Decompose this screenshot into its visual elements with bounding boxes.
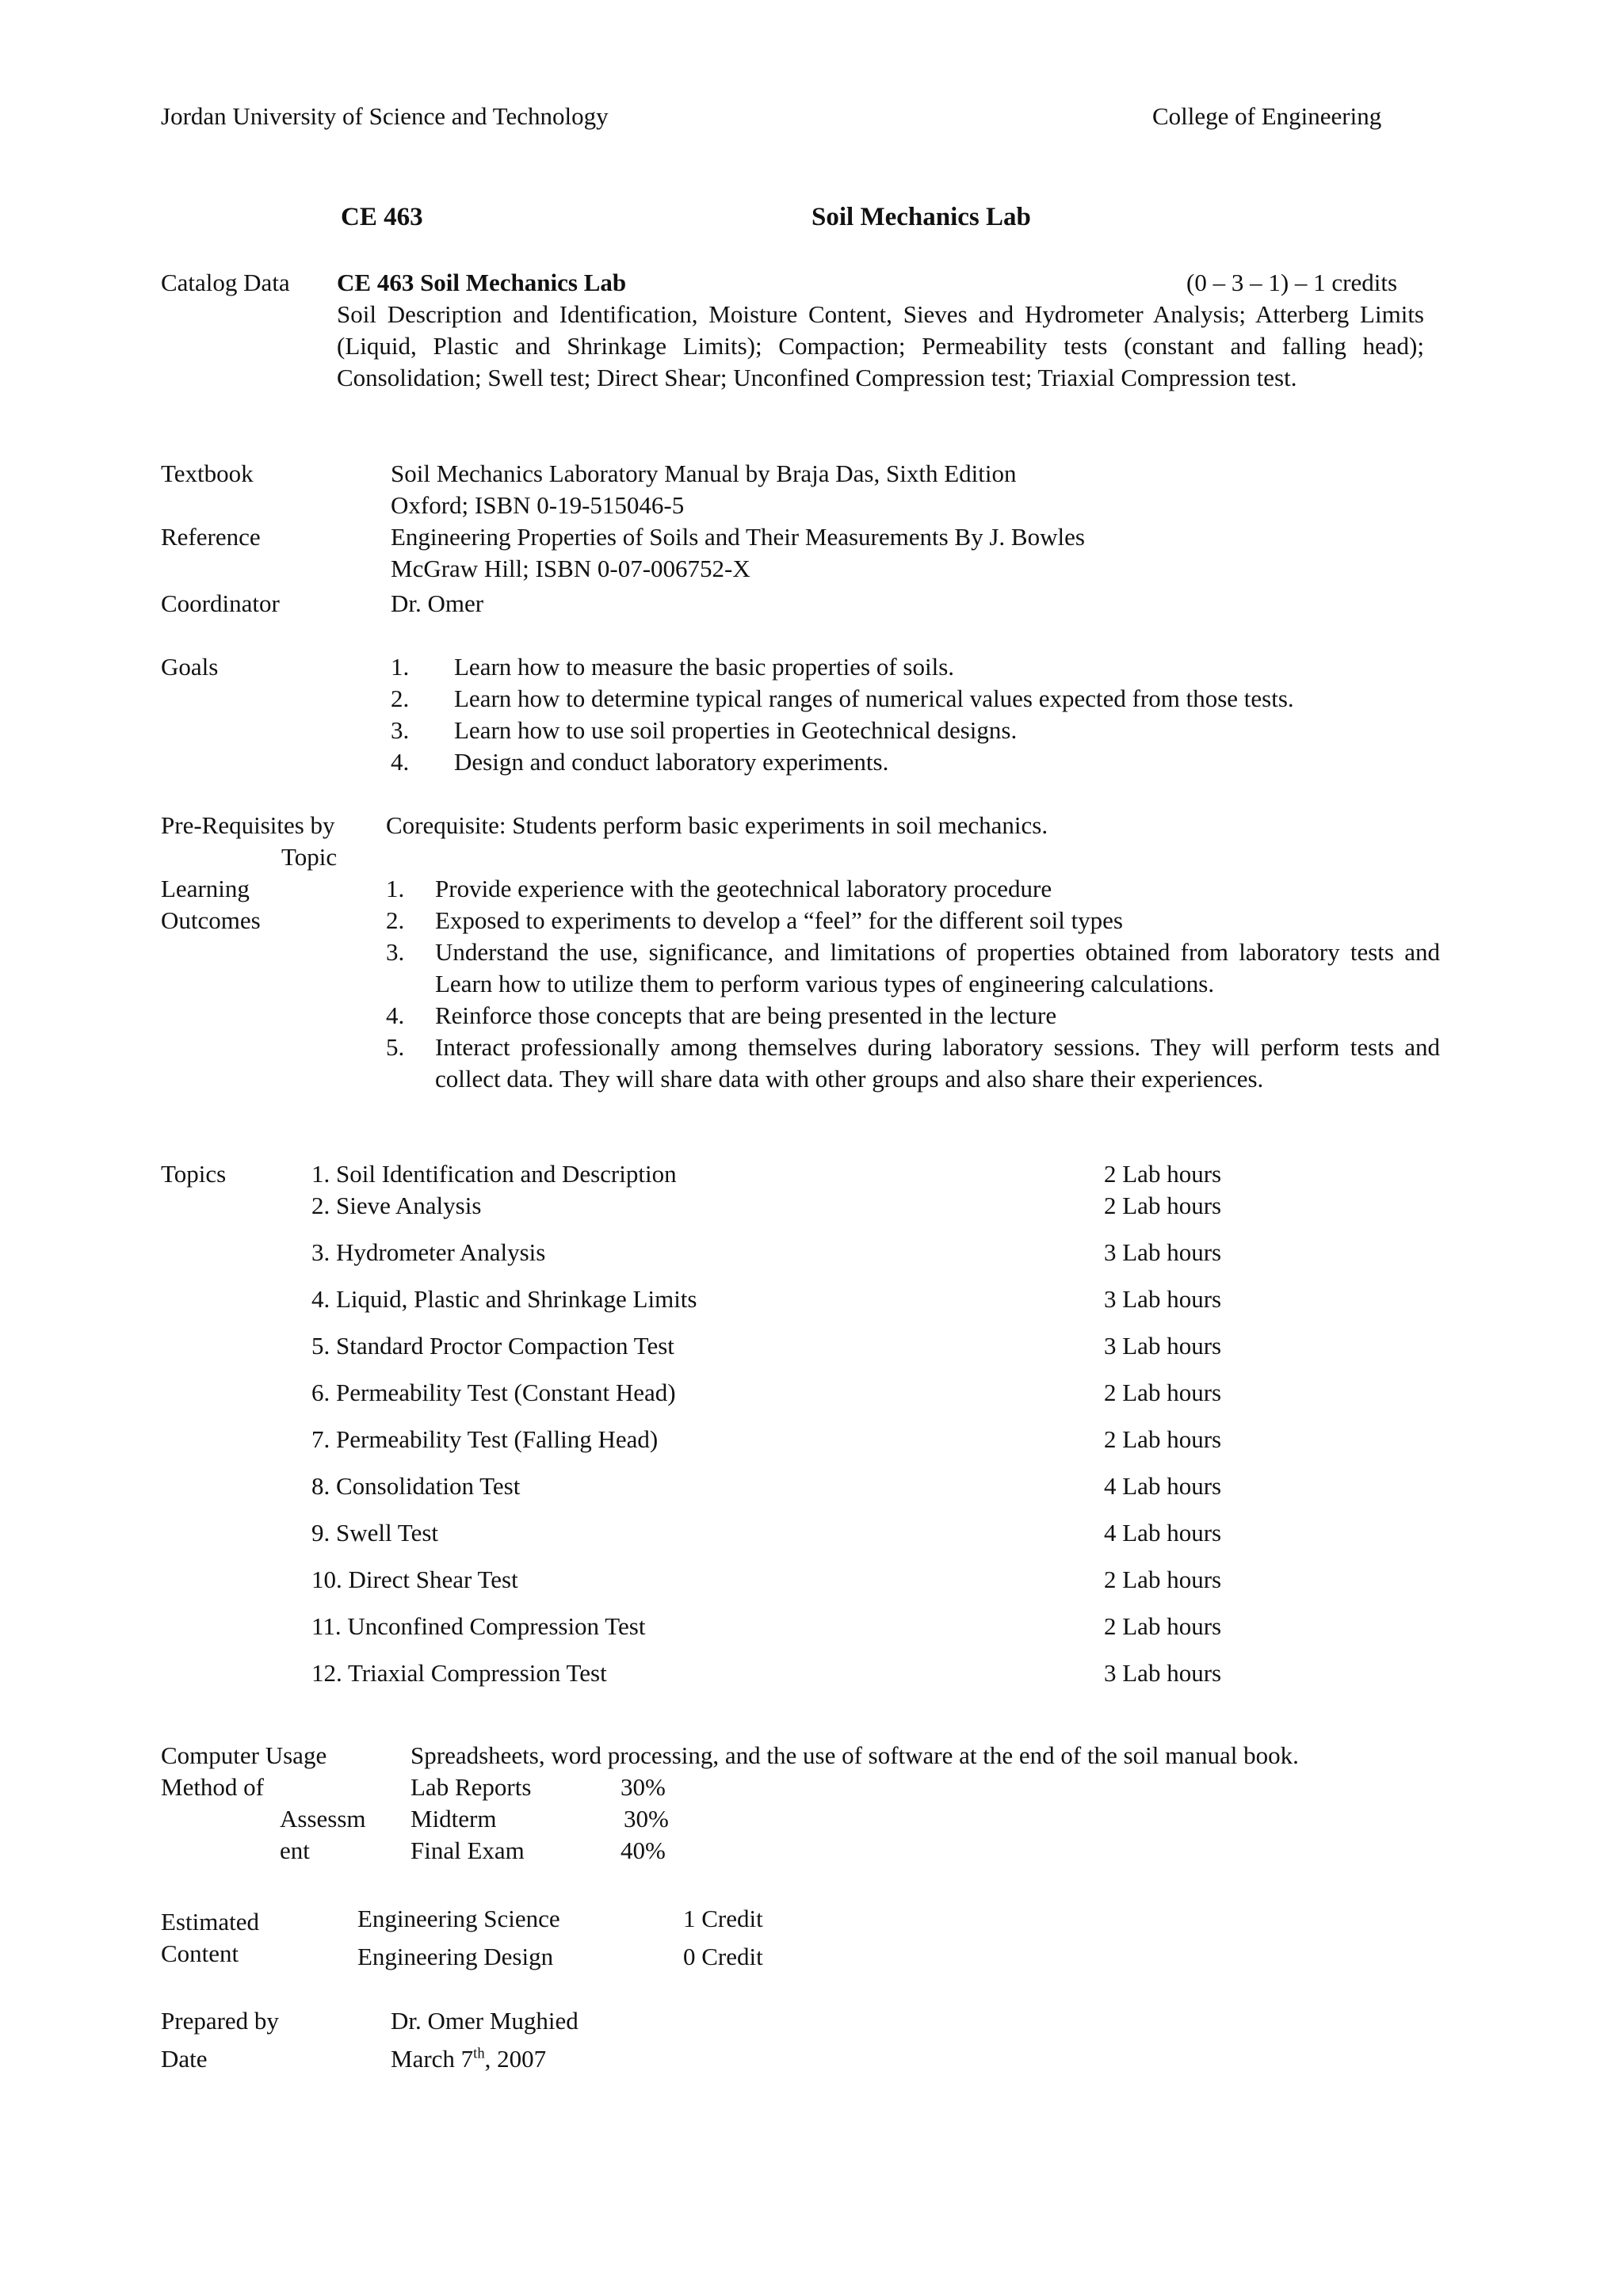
goal-item xyxy=(391,683,1294,715)
topic-hours: 2 Lab hours xyxy=(1104,1566,1222,1593)
goal-text: Learn how to determine typical ranges of numerical values expected from those tests. xyxy=(454,685,1294,712)
reference-label: Reference xyxy=(161,523,261,551)
outcome-number: 5. xyxy=(386,1033,405,1061)
topic-name: 11. Unconfined Compression Test xyxy=(311,1612,646,1640)
topic-name: 8. Consolidation Test xyxy=(311,1472,521,1500)
course-code-title: CE 463 xyxy=(341,203,423,231)
topic-hours: 3 Lab hours xyxy=(1104,1332,1222,1360)
goal-number: 1. xyxy=(391,653,410,681)
topic-name: 1. Soil Identification and Description xyxy=(311,1160,677,1188)
computer-usage-label: Computer Usage xyxy=(161,1741,327,1769)
goal-text: Learn how to measure the basic properties of soils. xyxy=(454,653,955,681)
topic-name: 10. Direct Shear Test xyxy=(311,1566,518,1593)
topic-name: 5. Standard Proctor Compaction Test xyxy=(311,1332,674,1360)
assessment-label-line3: ent xyxy=(280,1836,310,1864)
assessment-percent: 30% xyxy=(624,1805,669,1833)
outcome-text: Provide experience with the geotechnical laboratory procedure xyxy=(435,875,1052,902)
outcome-text: Reinforce those concepts that are being presented in the lecture xyxy=(435,1001,1057,1029)
outcome-text: Exposed to experiments to develop a “feel” for the different soil types xyxy=(435,906,1123,934)
outcome-item xyxy=(386,905,1440,936)
textbook-label: Textbook xyxy=(161,460,254,487)
estimated-item-credit: 0 Credit xyxy=(683,1943,763,1970)
topic-name: 12. Triaxial Compression Test xyxy=(311,1659,607,1687)
assessment-name: Midterm xyxy=(411,1805,497,1833)
catalog-description: Soil Description and Identification, Moisture Content, Sieves and Hydrometer Analysis; Atterberg Limits (Liquid, Plastic and Shrinkage Limits); Compaction; Permeability tests (constant and falling head); Consolidation; Swell test; Direct Shear; Unconfined Compression test; Triaxial Compression test. xyxy=(337,300,1424,391)
assessment-label-line2: Assessm xyxy=(280,1805,366,1833)
outcome-number: 3. xyxy=(386,938,405,966)
topic-hours: 2 Lab hours xyxy=(1104,1612,1222,1640)
estimated-item-name: Engineering Science xyxy=(357,1905,560,1932)
reference-line1: Engineering Properties of Soils and Their Measurements By J. Bowles xyxy=(391,523,1085,551)
outcome-number: 1. xyxy=(386,875,405,902)
date-value xyxy=(391,2043,546,2075)
outcomes-label-line2: Outcomes xyxy=(161,906,261,934)
outcomes-list xyxy=(386,873,1440,1095)
date-ordinal: th xyxy=(473,2045,485,2062)
outcomes-label-line1: Learning xyxy=(161,875,250,902)
goals-label: Goals xyxy=(161,653,219,681)
outcome-number: 4. xyxy=(386,1001,405,1029)
assessment-percent: 40% xyxy=(621,1836,666,1864)
prepared-by-value: Dr. Omer Mughied xyxy=(391,2007,579,2035)
prepared-by-label: Prepared by xyxy=(161,2007,279,2035)
coordinator-value: Dr. Omer xyxy=(391,589,484,617)
estimated-item-name: Engineering Design xyxy=(357,1943,554,1970)
topic-hours: 2 Lab hours xyxy=(1104,1379,1222,1406)
estimated-label-line2: Content xyxy=(161,1939,239,1967)
topic-hours: 3 Lab hours xyxy=(1104,1659,1222,1687)
topic-name: 4. Liquid, Plastic and Shrinkage Limits xyxy=(311,1285,697,1313)
outcome-item xyxy=(386,873,1440,905)
goal-text: Design and conduct laboratory experiments. xyxy=(454,748,889,776)
coordinator-label: Coordinator xyxy=(161,589,280,617)
assessment-name: Lab Reports xyxy=(411,1773,532,1801)
outcome-number: 2. xyxy=(386,906,405,934)
topic-name: 6. Permeability Test (Constant Head) xyxy=(311,1379,676,1406)
date-label: Date xyxy=(161,2045,208,2073)
topic-hours: 4 Lab hours xyxy=(1104,1472,1222,1500)
date-suffix: , 2007 xyxy=(484,2045,547,2073)
topic-hours: 2 Lab hours xyxy=(1104,1192,1222,1219)
outcome-text: Understand the use, significance, and limitations of properties obtained from laboratory tests and Learn how to utilize them to perform various types of engineering calculations. xyxy=(435,938,1440,997)
prereq-label-line2: Topic xyxy=(281,843,338,871)
estimated-item-credit: 1 Credit xyxy=(683,1905,763,1932)
topic-name: 2. Sieve Analysis xyxy=(311,1192,482,1219)
goal-item xyxy=(391,651,1294,683)
goal-text: Learn how to use soil properties in Geotechnical designs. xyxy=(454,716,1018,744)
goal-item xyxy=(391,715,1294,746)
assessment-label-line1: Method of xyxy=(161,1773,265,1801)
topic-name: 9. Swell Test xyxy=(311,1519,439,1547)
computer-usage-value: Spreadsheets, word processing, and the use of software at the end of the soil manual book. xyxy=(411,1741,1299,1769)
topic-hours: 3 Lab hours xyxy=(1104,1285,1222,1313)
goals-list xyxy=(391,651,1294,778)
goal-item xyxy=(391,746,1294,778)
topics-label: Topics xyxy=(161,1160,227,1188)
topic-hours: 2 Lab hours xyxy=(1104,1160,1222,1188)
catalog-label: Catalog Data xyxy=(161,269,290,296)
outcome-text: Interact professionally among themselves during laboratory sessions. They will perform tests and collect data. They will share data with other groups and also share their experiences. xyxy=(435,1033,1440,1093)
university-name: Jordan University of Science and Technology xyxy=(161,102,609,130)
goal-number: 2. xyxy=(391,685,410,712)
topic-name: 3. Hydrometer Analysis xyxy=(311,1238,546,1266)
estimated-label-line1: Estimated xyxy=(161,1908,259,1936)
goal-number: 3. xyxy=(391,716,410,744)
catalog-credits: (0 – 3 – 1) – 1 credits xyxy=(1186,269,1398,296)
topic-hours: 2 Lab hours xyxy=(1104,1425,1222,1453)
reference-line2: McGraw Hill; ISBN 0-07-006752-X xyxy=(391,555,750,582)
outcome-item xyxy=(386,1032,1440,1095)
topic-hours: 4 Lab hours xyxy=(1104,1519,1222,1547)
assessment-percent: 30% xyxy=(621,1773,666,1801)
outcome-item xyxy=(386,936,1440,1000)
textbook-line2: Oxford; ISBN 0-19-515046-5 xyxy=(391,491,685,519)
assessment-name: Final Exam xyxy=(411,1836,525,1864)
topic-hours: 3 Lab hours xyxy=(1104,1238,1222,1266)
course-title: Soil Mechanics Lab xyxy=(812,203,1031,231)
college-name: College of Engineering xyxy=(1152,102,1382,130)
prereq-label-line1: Pre-Requisites by xyxy=(161,811,335,839)
prereq-value: Corequisite: Students perform basic experiments in soil mechanics. xyxy=(386,811,1048,839)
goal-number: 4. xyxy=(391,748,410,776)
textbook-line1: Soil Mechanics Laboratory Manual by Braja Das, Sixth Edition xyxy=(391,460,1017,487)
topic-name: 7. Permeability Test (Falling Head) xyxy=(311,1425,659,1453)
date-prefix: March 7 xyxy=(391,2045,474,2073)
catalog-heading: CE 463 Soil Mechanics Lab xyxy=(337,269,627,296)
outcome-item xyxy=(386,1000,1440,1032)
